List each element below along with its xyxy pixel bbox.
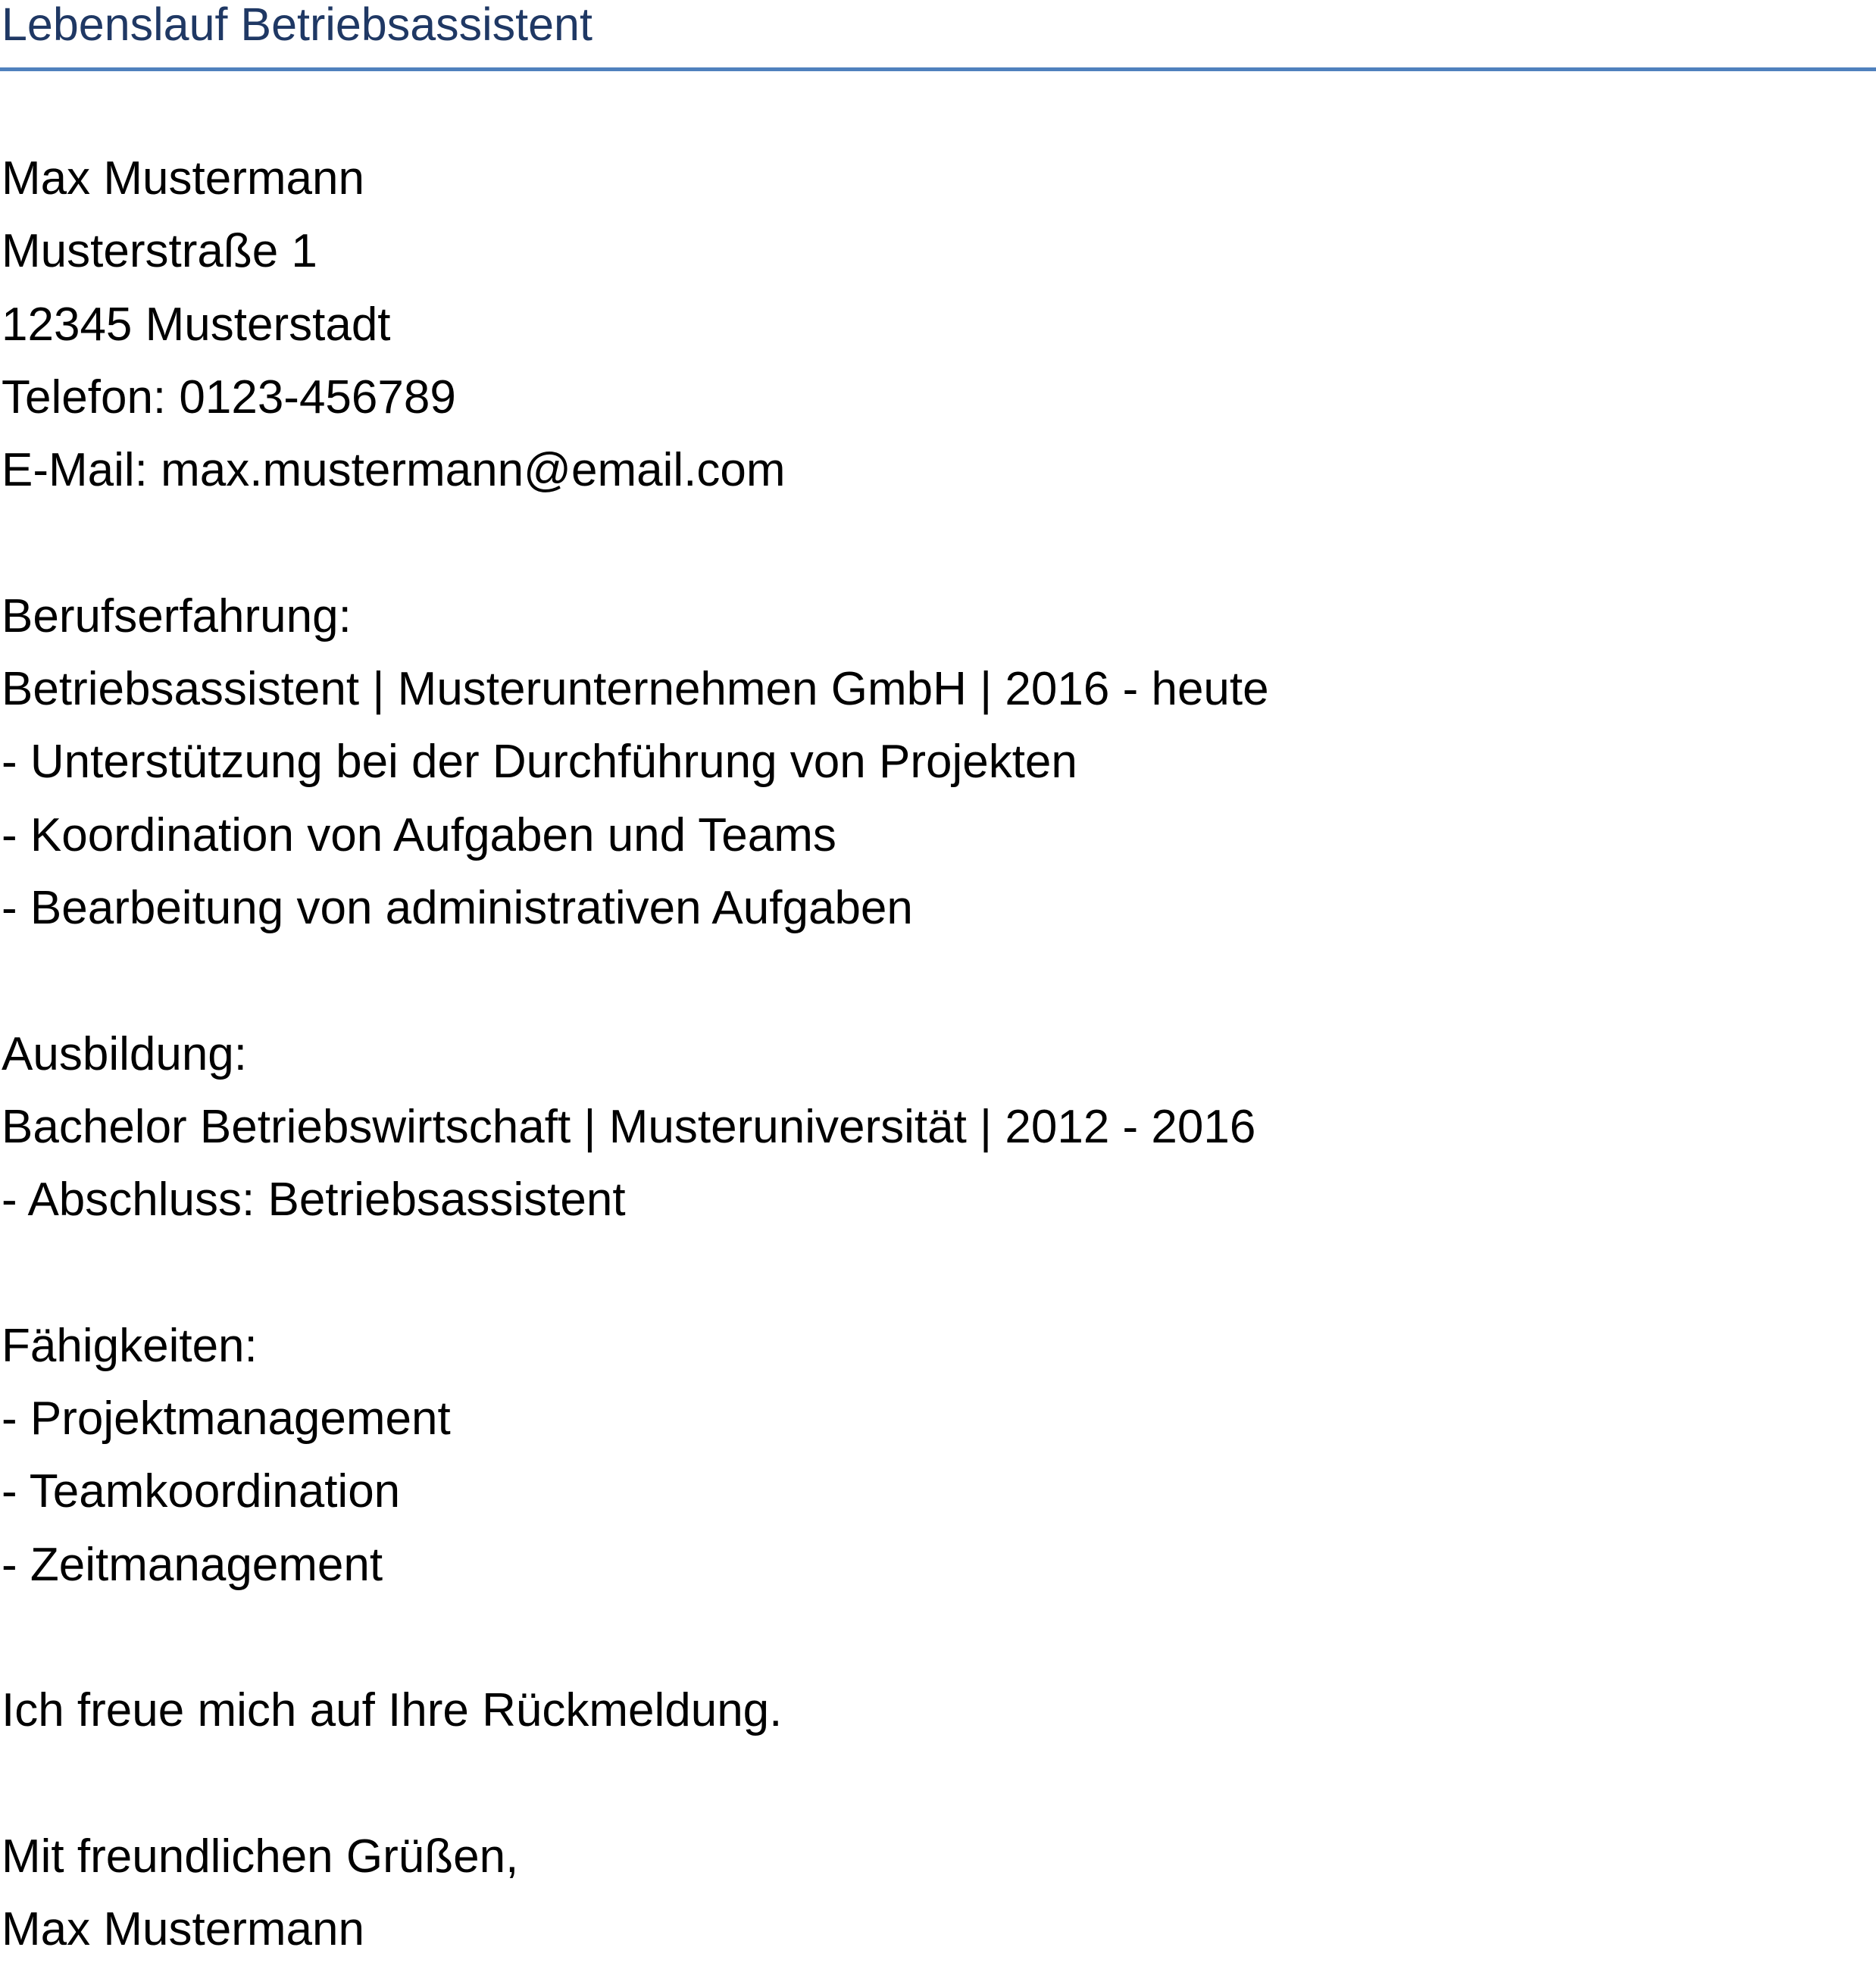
experience-position: Betriebsassistent | Musterunternehmen GmbH | 2016 - heute bbox=[2, 663, 1269, 716]
education-bullet: - Abschluss: Betriebsassistent bbox=[2, 1174, 626, 1227]
closing-salutation: Mit freundlichen Grüßen, bbox=[2, 1830, 519, 1883]
experience-bullet: - Bearbeitung von administrativen Aufgaben bbox=[2, 881, 913, 934]
title-underline-rule bbox=[0, 67, 1876, 71]
document-body bbox=[2, 142, 1873, 1966]
closing-message: Ich freue mich auf Ihre Rückmeldung. bbox=[2, 1684, 783, 1737]
education-section bbox=[2, 1018, 1873, 1237]
education-degree: Bachelor Betriebswirtschaft | Musteruniversität | 2012 - 2016 bbox=[2, 1100, 1256, 1153]
closing-section bbox=[2, 1674, 1873, 1966]
experience-heading: Berufserfahrung: bbox=[2, 589, 352, 642]
experience-bullet: - Koordination von Aufgaben und Teams bbox=[2, 808, 836, 861]
skills-bullet: - Projektmanagement bbox=[2, 1392, 451, 1446]
contact-email: E-Mail: max.mustermann@email.com bbox=[2, 444, 786, 497]
skills-heading: Fähigkeiten: bbox=[2, 1319, 258, 1372]
spacer bbox=[2, 1602, 1873, 1674]
experience-bullet: - Unterstützung bei der Durchführung von Projekten bbox=[2, 736, 1077, 789]
spacer bbox=[2, 1236, 1873, 1309]
education-heading: Ausbildung: bbox=[2, 1027, 248, 1080]
contact-city: 12345 Musterstadt bbox=[2, 298, 391, 351]
skills-bullet: - Teamkoordination bbox=[2, 1465, 401, 1518]
spacer bbox=[2, 945, 1873, 1017]
experience-section bbox=[2, 580, 1873, 945]
contact-phone: Telefon: 0123-456789 bbox=[2, 370, 456, 424]
skills-bullet: - Zeitmanagement bbox=[2, 1538, 383, 1591]
closing-signature: Max Mustermann bbox=[2, 1903, 364, 1956]
spacer bbox=[2, 507, 1873, 580]
document-title: Lebenslauf Betriebsassistent bbox=[2, 0, 593, 50]
skills-section bbox=[2, 1310, 1873, 1602]
contact-block bbox=[2, 142, 1873, 507]
contact-name: Max Mustermann bbox=[2, 152, 364, 205]
contact-street: Musterstraße 1 bbox=[2, 225, 317, 278]
spacer bbox=[2, 1748, 1873, 1821]
